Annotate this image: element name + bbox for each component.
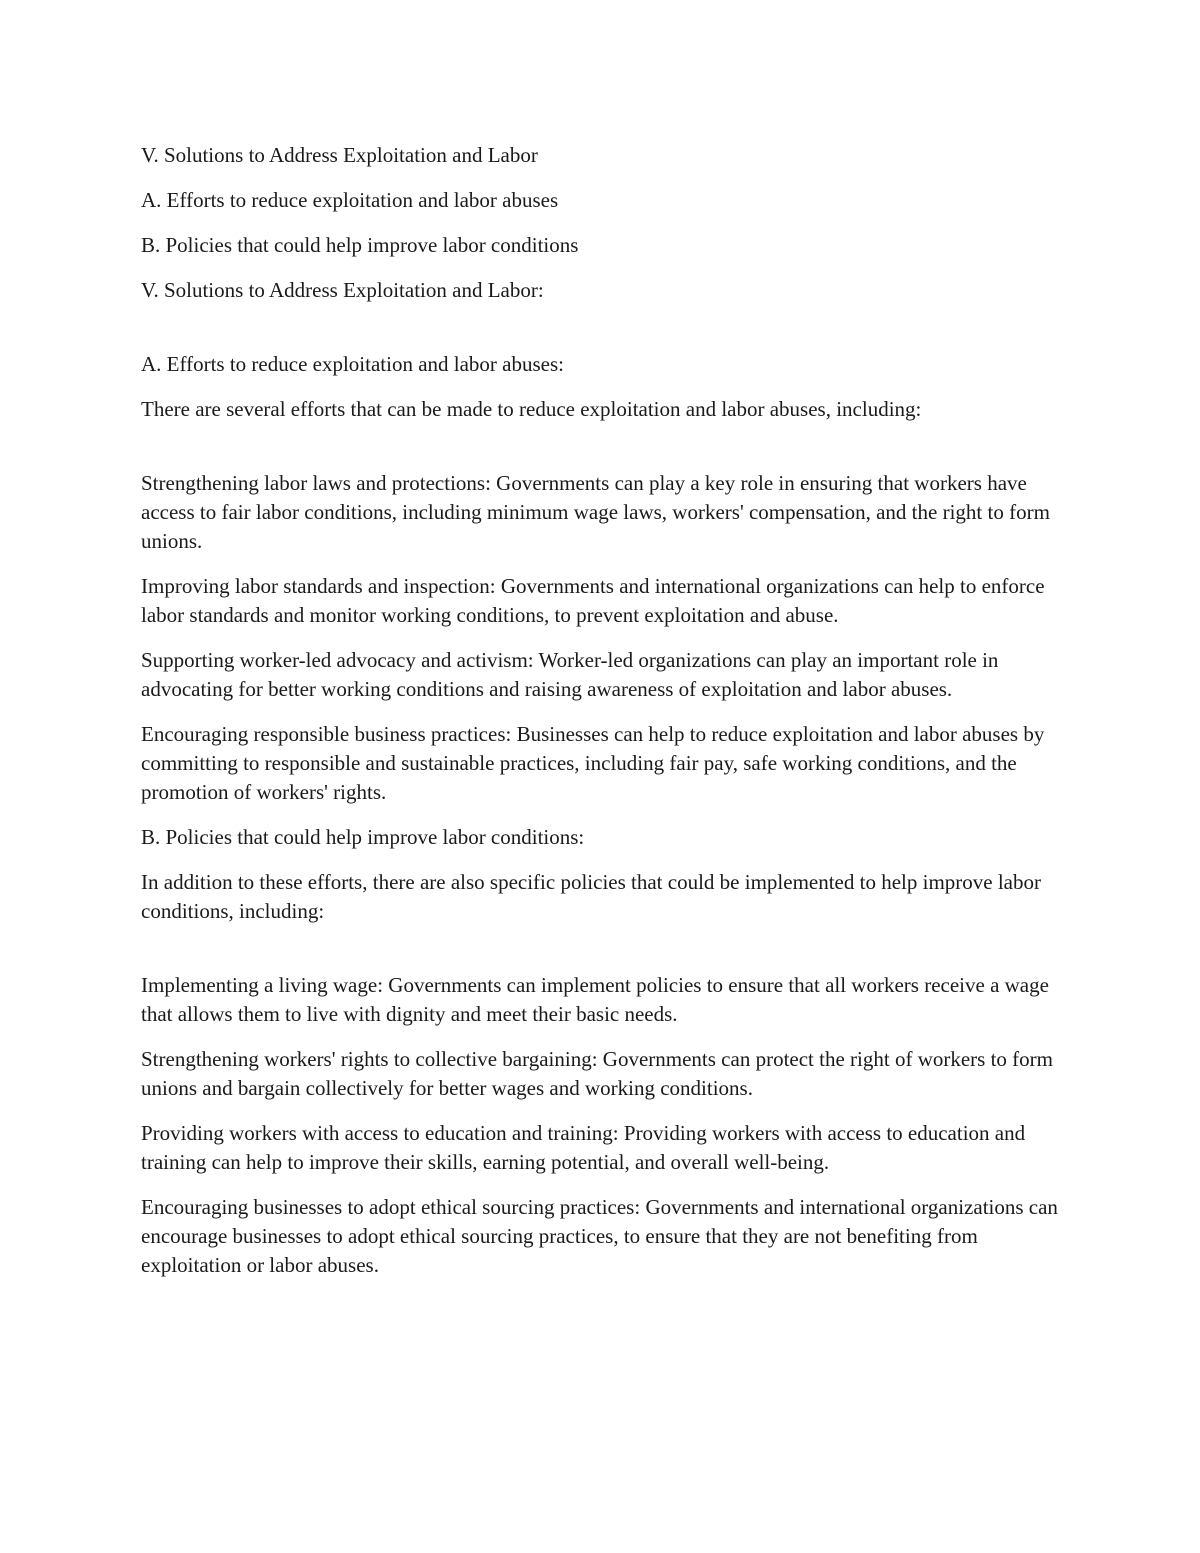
outline-item-a: A. Efforts to reduce exploitation and labor abuses: [141, 188, 559, 212]
section-b-paragraph: Strengthening workers' rights to collective bargaining: Governments can protect the right of workers to form unions and bargain collectively for better wages and working conditions.: [141, 1047, 1053, 1100]
section-a-paragraph: Improving labor standards and inspection: Governments and international organizations can help to enforce labor standards and monitor working conditions, to prevent exploitation and abuse.: [141, 574, 1045, 627]
document-body: [141, 141, 1061, 1296]
section-a-paragraph: Strengthening labor laws and protections: Governments can play a key role in ensuring that workers have access to fair labor conditions, including minimum wage laws, workers' compensation, and the right to form unions.: [141, 471, 1050, 553]
outline-heading: V. Solutions to Address Exploitation and Labor: [141, 143, 538, 167]
section-a-heading: A. Efforts to reduce exploitation and labor abuses:: [141, 352, 564, 376]
section-b-paragraph: Encouraging businesses to adopt ethical sourcing practices: Governments and international organizations can encourage businesses to adopt ethical sourcing practices, to ensure that they are not benefiting from exploitation or labor abuses.: [141, 1195, 1058, 1277]
section-a-paragraph: Supporting worker-led advocacy and activism: Worker-led organizations can play an important role in advocating for better working conditions and raising awareness of exploitation and labor abuses.: [141, 648, 999, 701]
section-heading: V. Solutions to Address Exploitation and Labor:: [141, 278, 544, 302]
section-a-intro: There are several efforts that can be made to reduce exploitation and labor abuses, including:: [141, 397, 922, 421]
outline-item-b: B. Policies that could help improve labor conditions: [141, 233, 579, 257]
section-b-heading: B. Policies that could help improve labor conditions:: [141, 825, 585, 849]
section-b-paragraph: Implementing a living wage: Governments can implement policies to ensure that all workers receive a wage that allows them to live with dignity and meet their basic needs.: [141, 973, 1049, 1026]
section-b-paragraph: Providing workers with access to education and training: Providing workers with access to education and training can help to improve their skills, earning potential, and overall well-being.: [141, 1121, 1026, 1174]
section-a-paragraph: Encouraging responsible business practices: Businesses can help to reduce exploitation and labor abuses by committing to responsible and sustainable practices, including fair pay, safe working conditions, and the promotion of workers' rights.: [141, 722, 1045, 804]
section-b-intro: In addition to these efforts, there are also specific policies that could be implemented to help improve labor conditions, including:: [141, 870, 1041, 923]
